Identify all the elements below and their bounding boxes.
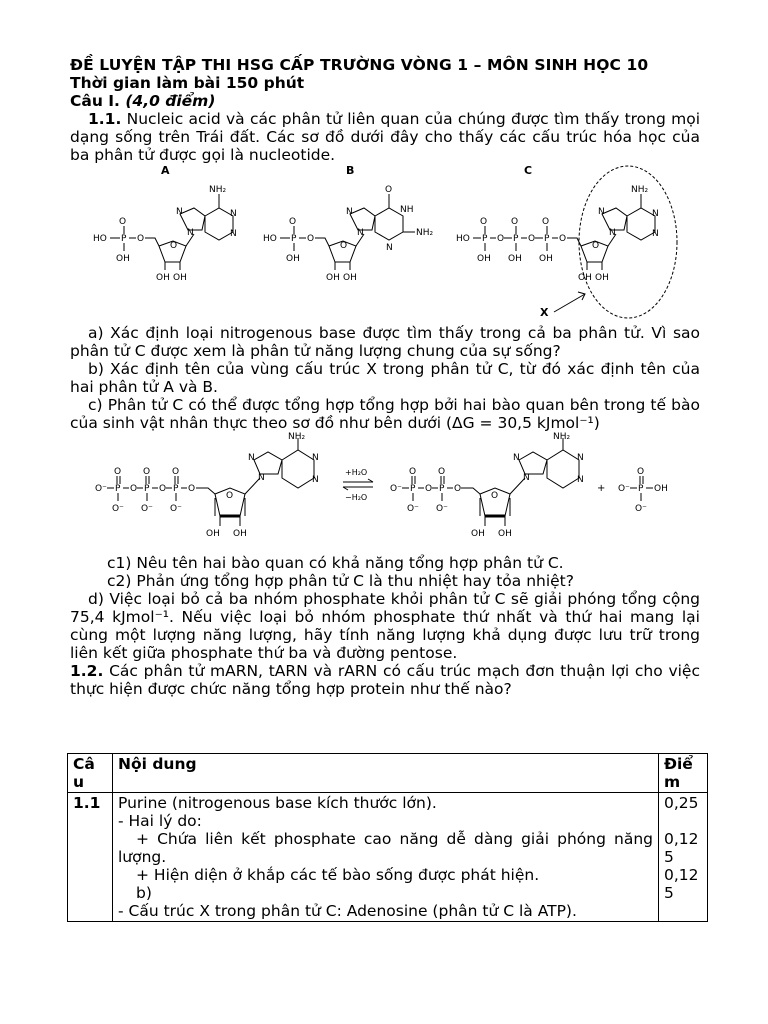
- atp-reaction-figure: [70, 432, 700, 554]
- svg-text:O: O: [528, 234, 536, 244]
- atp-hydrolysis-diagram: [70, 432, 700, 554]
- svg-text:O: O: [340, 241, 348, 251]
- nucleotide-figure: [70, 164, 700, 324]
- svg-text:N: N: [523, 473, 530, 483]
- svg-text:HO: HO: [456, 234, 470, 244]
- q12-label: 1.2.: [70, 662, 104, 680]
- svg-text:HO: HO: [263, 234, 277, 244]
- svg-text:O: O: [143, 467, 151, 477]
- svg-text:P: P: [115, 484, 121, 494]
- label-x: X: [540, 306, 549, 319]
- svg-text:O: O: [188, 484, 196, 494]
- q12-text: Các phân tử mARN, tARN và rARN có cấu trúc mạch đơn thuận lợi cho việc thực hiện được chức năng tổng hợp protein như thế nào?: [70, 662, 700, 698]
- svg-text:OH: OH: [173, 273, 187, 283]
- svg-text:N: N: [386, 243, 393, 253]
- svg-text:O⁻: O⁻: [436, 504, 448, 514]
- svg-text:P: P: [121, 234, 127, 244]
- svg-text:O⁻: O⁻: [141, 504, 153, 514]
- svg-text:O: O: [385, 185, 393, 195]
- svg-text:N: N: [652, 229, 659, 239]
- svg-text:OH: OH: [233, 529, 247, 539]
- q11-label: 1.1.: [88, 110, 122, 128]
- q11-part-c2: c2) Phản ứng tổng hợp phân tử C là thu nhiệt hay tỏa nhiệt?: [107, 572, 574, 590]
- svg-text:NH₂: NH₂: [288, 432, 306, 442]
- remove-water-label: −H₂O: [345, 493, 368, 502]
- svg-text:O⁻: O⁻: [170, 504, 182, 514]
- answer-line: + Chứa liên kết phosphate cao năng dễ dàng giải phóng năng lượng.: [118, 830, 653, 866]
- svg-text:OH: OH: [116, 254, 130, 264]
- header-diem: Điể m: [659, 754, 708, 793]
- exam-title: ĐỀ LUYỆN TẬP THI HSG CẤP TRƯỜNG VÒNG 1 – MÔN SINH HỌC 10: [70, 56, 649, 74]
- q11-intro: [70, 110, 700, 164]
- document-page: [70, 56, 700, 698]
- svg-text:O: O: [137, 234, 145, 244]
- answer-line: + Hiện diện ở khắp các tế bào sống được phát hiện.: [136, 866, 540, 884]
- svg-text:O: O: [425, 484, 433, 494]
- svg-text:OH: OH: [471, 529, 485, 539]
- svg-text:P: P: [638, 484, 644, 494]
- svg-text:O: O: [114, 467, 122, 477]
- svg-text:N: N: [176, 207, 183, 217]
- svg-text:O: O: [289, 217, 297, 227]
- svg-text:N: N: [577, 475, 584, 485]
- svg-text:OH: OH: [654, 484, 668, 494]
- svg-text:O: O: [480, 217, 488, 227]
- svg-text:N: N: [248, 453, 255, 463]
- svg-text:O: O: [438, 467, 446, 477]
- svg-text:NH₂: NH₂: [209, 185, 227, 195]
- svg-text:OH: OH: [206, 529, 220, 539]
- svg-text:O: O: [559, 234, 567, 244]
- svg-text:OH: OH: [595, 273, 609, 283]
- label-c: C: [524, 164, 533, 177]
- question-points: (4,0 điểm): [125, 92, 216, 110]
- svg-text:N: N: [357, 228, 364, 238]
- q11-part-d: d) Việc loại bỏ cả ba nhóm phosphate khỏi phân tử C sẽ giải phóng tổng cộng 75,4 kJmol⁻¹. Nếu việc loại bỏ nhóm phosphate thứ nhất và thứ hai mang lại cùng một lượng năng lượng, hãy tính năng lượng khả dụng được lưu trữ trong liên kết giữa phosphate thứ ba và đường pentose.: [70, 590, 700, 662]
- svg-text:N: N: [346, 207, 353, 217]
- svg-text:O: O: [592, 241, 600, 251]
- svg-text:OH: OH: [326, 273, 340, 283]
- svg-text:P: P: [410, 484, 416, 494]
- svg-text:N: N: [258, 473, 265, 483]
- svg-text:O⁻: O⁻: [635, 504, 647, 514]
- row-content: [113, 793, 659, 922]
- svg-text:P: P: [173, 484, 179, 494]
- svg-text:O: O: [172, 467, 180, 477]
- svg-text:O: O: [307, 234, 315, 244]
- svg-text:N: N: [230, 229, 237, 239]
- svg-text:N: N: [312, 475, 319, 485]
- header-noi-dung: Nội dung: [113, 754, 659, 793]
- svg-text:O: O: [130, 484, 138, 494]
- answer-line: - Hai lý do:: [118, 812, 202, 830]
- svg-text:OH: OH: [286, 254, 300, 264]
- svg-text:O⁻: O⁻: [112, 504, 124, 514]
- q11-part-a: a) Xác định loại nitrogenous base được tìm thấy trong cả ba phân tử. Vì sao phân tử C được xem là phân tử năng lượng chung của sự sống?: [70, 324, 700, 360]
- svg-text:N: N: [577, 453, 584, 463]
- question-heading: [70, 92, 700, 110]
- svg-text:OH: OH: [477, 254, 491, 264]
- svg-text:P: P: [291, 234, 297, 244]
- row-points: [659, 793, 708, 922]
- svg-text:HO: HO: [93, 234, 107, 244]
- answer-line: Purine (nitrogenous base kích thước lớn).: [118, 794, 437, 812]
- svg-text:N: N: [187, 228, 194, 238]
- q11-part-c1: c1) Nêu tên hai bào quan có khả năng tổng hợp phân tử C.: [107, 554, 564, 572]
- svg-text:NH₂: NH₂: [416, 228, 434, 238]
- q11-part-b: b) Xác định tên của vùng cấu trúc X trong phân tử C, từ đó xác định tên của hai phân tử A và B.: [70, 360, 700, 396]
- svg-text:+: +: [597, 483, 606, 494]
- svg-text:OH: OH: [578, 273, 592, 283]
- q11-part-c: c) Phân tử C có thể được tổng hợp tổng hợp bởi hai bào quan bên trong tế bào của sinh vật nhân thực theo sơ đồ như bên dưới (ΔG = 30,5 kJmol⁻¹): [70, 396, 700, 432]
- nucleotide-structures-diagram: [70, 164, 700, 324]
- svg-text:NH: NH: [400, 205, 414, 215]
- svg-text:O: O: [511, 217, 519, 227]
- answer-table: [67, 753, 708, 922]
- svg-text:OH: OH: [539, 254, 553, 264]
- svg-text:OH: OH: [343, 273, 357, 283]
- answer-line: b): [136, 884, 152, 902]
- svg-text:OH: OH: [498, 529, 512, 539]
- svg-text:O: O: [119, 217, 127, 227]
- svg-text:O⁻: O⁻: [390, 484, 402, 494]
- label-b: B: [346, 164, 355, 177]
- svg-text:O: O: [226, 491, 234, 501]
- points-value: 0,12 5: [664, 866, 699, 902]
- header-cau: Câ u: [68, 754, 113, 793]
- question-label: Câu I.: [70, 92, 126, 110]
- svg-text:P: P: [544, 234, 550, 244]
- svg-text:N: N: [513, 453, 520, 463]
- svg-text:N: N: [652, 209, 659, 219]
- answer-line: - Cấu trúc X trong phân tử C: Adenosine (phân tử C là ATP).: [118, 902, 577, 920]
- svg-text:NH₂: NH₂: [631, 185, 649, 195]
- svg-text:O: O: [454, 484, 462, 494]
- svg-text:O: O: [409, 467, 417, 477]
- svg-text:O⁻: O⁻: [95, 484, 107, 494]
- svg-text:OH: OH: [508, 254, 522, 264]
- svg-text:N: N: [598, 207, 605, 217]
- table-row: [68, 793, 708, 922]
- svg-text:P: P: [513, 234, 519, 244]
- points-value: 0,12 5: [664, 830, 699, 866]
- q12-question: [70, 662, 700, 698]
- label-a: A: [161, 164, 170, 177]
- svg-text:O: O: [637, 467, 645, 477]
- svg-text:O: O: [159, 484, 167, 494]
- answer-table-header: [68, 754, 708, 793]
- svg-text:O: O: [497, 234, 505, 244]
- svg-text:N: N: [312, 453, 319, 463]
- svg-text:N: N: [230, 209, 237, 219]
- svg-text:P: P: [439, 484, 445, 494]
- points-value: 0,25: [664, 794, 699, 812]
- q11-intro-text: Nucleic acid và các phân tử liên quan của chúng được tìm thấy trong mọi dạng sống trên Trái đất. Các sơ đồ dưới đây cho thấy các cấu trúc hóa học của ba phân tử được gọi là nucleotide.: [70, 110, 700, 164]
- svg-text:O: O: [542, 217, 550, 227]
- svg-text:O⁻: O⁻: [618, 484, 630, 494]
- svg-text:O: O: [491, 491, 499, 501]
- add-water-label: +H₂O: [345, 468, 368, 477]
- svg-text:NH₂: NH₂: [553, 432, 571, 442]
- svg-text:OH: OH: [156, 273, 170, 283]
- svg-text:N: N: [609, 228, 616, 238]
- svg-text:P: P: [144, 484, 150, 494]
- svg-text:O⁻: O⁻: [407, 504, 419, 514]
- row-label: 1.1: [68, 793, 113, 922]
- exam-time: Thời gian làm bài 150 phút: [70, 74, 305, 92]
- svg-text:O: O: [170, 241, 178, 251]
- svg-text:P: P: [482, 234, 488, 244]
